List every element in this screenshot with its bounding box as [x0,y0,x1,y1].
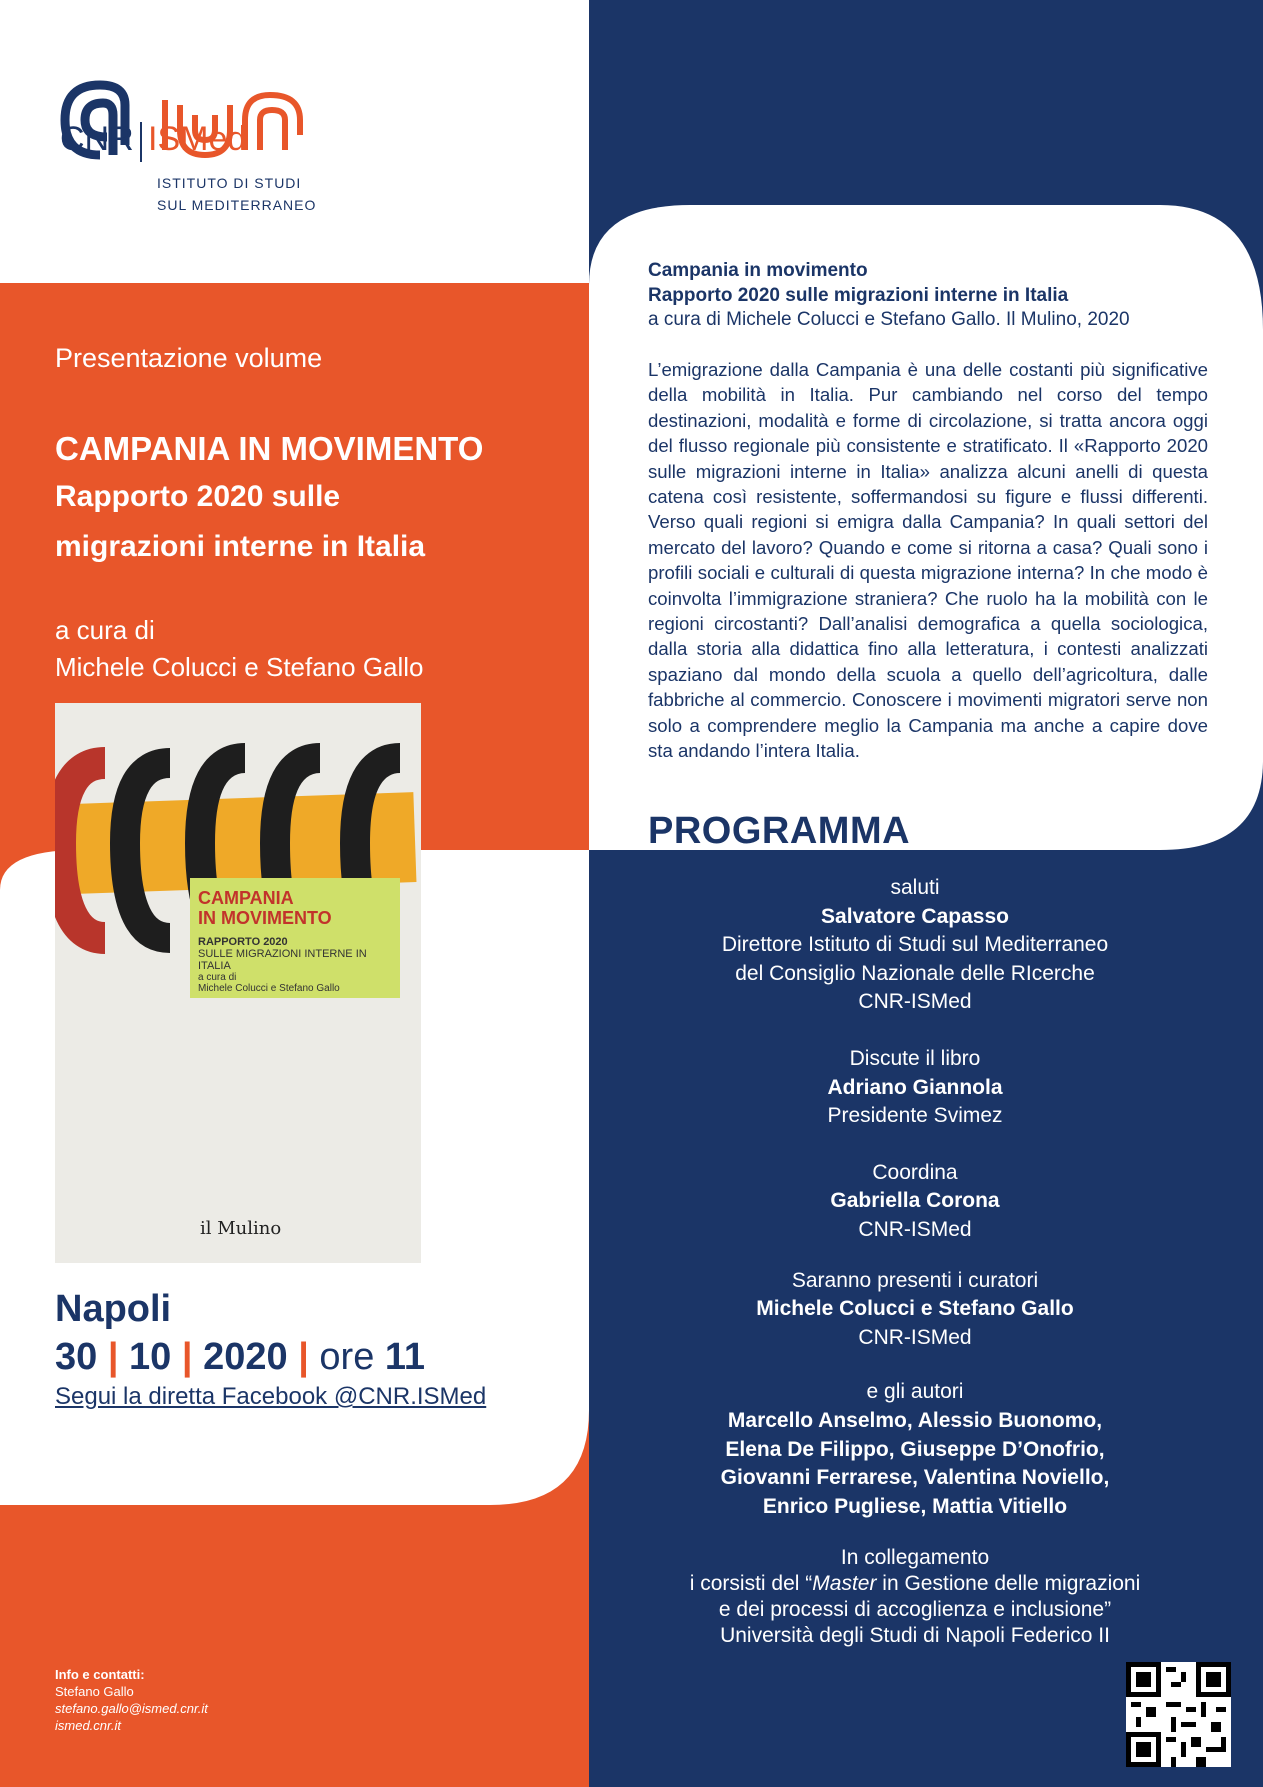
contact-name: Stefano Gallo [55,1684,134,1699]
cover-label [190,878,400,998]
logo-cnr-text: CNR [60,120,134,158]
speaker-name: Adriano Giannola [827,1075,1003,1099]
speaker-name: Michele Colucci e Stefano Gallo [756,1297,1074,1321]
master-line: e dei processi di accoglienza e inclusione” [718,1598,1112,1622]
event-subtitle: Rapporto 2020 sulle migrazioni interne in Italia [55,480,426,563]
logo-subtitle-line1: ISTITUTO DI STUDI [157,175,302,191]
programme-list [600,874,1230,1649]
book-subtitle: Rapporto 2020 sulle migrazioni interne in Italia [648,285,1069,306]
event-title: CAMPANIA IN MOVIMENTO [55,430,484,467]
contact-email[interactable]: stefano.gallo@ismed.cnr.it [55,1701,208,1716]
book-title: Campania in movimento [648,260,868,281]
speaker-desc: CNR-ISMed [858,1217,972,1241]
cover-report [198,936,400,972]
logo-ismed-text: ISMed [148,120,247,158]
cover-title-line1: CAMPANIA [198,888,294,908]
book-heading [648,258,1068,308]
speaker-desc: CNR-ISMed [858,1325,972,1349]
authors-line: Marcello Anselmo, Alessio Buonomo, [727,1408,1103,1432]
cover-report-line1: RAPPORTO 2020 [198,936,288,948]
event-city: Napoli [55,1288,172,1330]
event-month: 10 [129,1336,172,1378]
master-line-em: Master [812,1572,877,1596]
book-cover [55,703,421,1263]
logo-subtitle [157,172,316,216]
speaker-desc: Presidente Svimez [827,1104,1003,1128]
event-time: 11 [384,1336,426,1378]
spacer [600,1521,1230,1545]
programme-role: Discute il libro [849,1046,981,1070]
qr-code-icon[interactable] [1126,1662,1231,1767]
programme-role: Coordina [872,1160,958,1184]
cover-editors [198,972,340,994]
presentation-kicker: Presentazione volume [55,343,323,373]
date-separator: | [181,1336,193,1378]
speaker-name: Salvatore Capasso [821,904,1009,928]
event-date [55,1336,425,1379]
event-time-label: ore [319,1336,375,1378]
curated-by-names: Michele Colucci e Stefano Gallo [55,652,424,682]
speaker-desc: CNR-ISMed [858,990,972,1014]
cover-publisher: il Mulino [200,1218,282,1239]
programme-role: e gli autori [866,1380,964,1404]
event-day: 30 [55,1336,98,1378]
programme-role: Saranno presenti i curatori [791,1268,1039,1292]
university-line: Università degli Studi di Napoli Federico II [720,1624,1110,1648]
spacer [600,1017,1230,1045]
speaker-desc: Direttore Istituto di Studi sul Mediterraneo [721,933,1109,957]
date-separator: | [298,1336,309,1378]
date-separator: | [107,1336,119,1378]
cover-title [198,888,332,928]
cover-authors: Michele Colucci e Stefano Gallo [198,983,340,994]
curated-by-label: a cura di [55,615,155,645]
event-year: 2020 [203,1336,288,1378]
master-line [600,1571,1230,1597]
book-editors: a cura di Michele Colucci e Stefano Gallo. Il Mulino, 2020 [648,309,1130,330]
spacer [600,1131,1230,1159]
authors-line: Giovanni Ferrarese, Valentina Noviello, [720,1466,1110,1490]
speaker-name: Gabriella Corona [830,1189,1000,1213]
authors-line: Elena De Filippo, Giuseppe D’Onofrio, [725,1437,1105,1461]
cover-report-line2: SULLE MIGRAZIONI INTERNE IN ITALIA [198,948,367,972]
master-line-pre: i corsisti del “ [689,1572,813,1596]
programme-role: saluti [890,876,940,899]
spacer [600,1245,1230,1267]
facebook-live-link[interactable]: Segui la diretta Facebook @CNR.ISMed [55,1383,487,1410]
programme-role: In collegamento [840,1546,990,1570]
master-line-post: in Gestione delle migrazioni [876,1572,1141,1596]
cover-acura: a cura di [198,972,237,983]
authors-line: Enrico Pugliese, Mattia Vitiello [762,1494,1068,1518]
logo-divider [140,122,142,162]
curated-by [55,612,424,686]
speaker-desc: del Consiglio Nazionale delle RIcerche [735,961,1095,985]
contacts-block [55,1666,208,1734]
programme-heading: PROGRAMMA [648,810,911,852]
logo-subtitle-line2: SUL MEDITERRANEO [157,197,317,213]
contact-site[interactable]: ismed.cnr.it [55,1718,121,1733]
cover-title-line2: IN MOVIMENTO [198,908,332,928]
contacts-heading: Info e contatti: [55,1667,145,1682]
spacer [600,1352,1230,1378]
book-description: L’emigrazione dalla Campania è una delle costanti più significative della mobilità in Italia. Pur cambiando nel corso del tempo destinazioni, modalità e forme di circolazione, si tratta ancora oggi del flusso regionale più consistente e stratificato. Il «Rapporto 2020 sulle migrazioni interne in Italia» analizza alcuni anelli di questa catena così resistente, soffermandosi su figure e flussi differenti. Verso quali regioni si emigra dalla Campania? In quali settori del mercato del lavoro? Quando e come si ritorna a casa? Quali sono i profili sociali e culturali di questa migrazione interna? In che modo è coinvolta l’immigrazione straniera? Che ruolo ha la mobilità con le regioni circostanti? Dall’analisi demografica a quella sociologica, dalla storia alla didattica fino alla letteratura, i contesti analizzati spaziano dal mondo della scuola a quello dell’agricoltura, dalle fabbriche al commercio. Conoscere i movimenti migratori serve non solo a comprendere meglio la Campania ma anche a capire dove sta andando l’intera Italia. [648,359,1208,762]
